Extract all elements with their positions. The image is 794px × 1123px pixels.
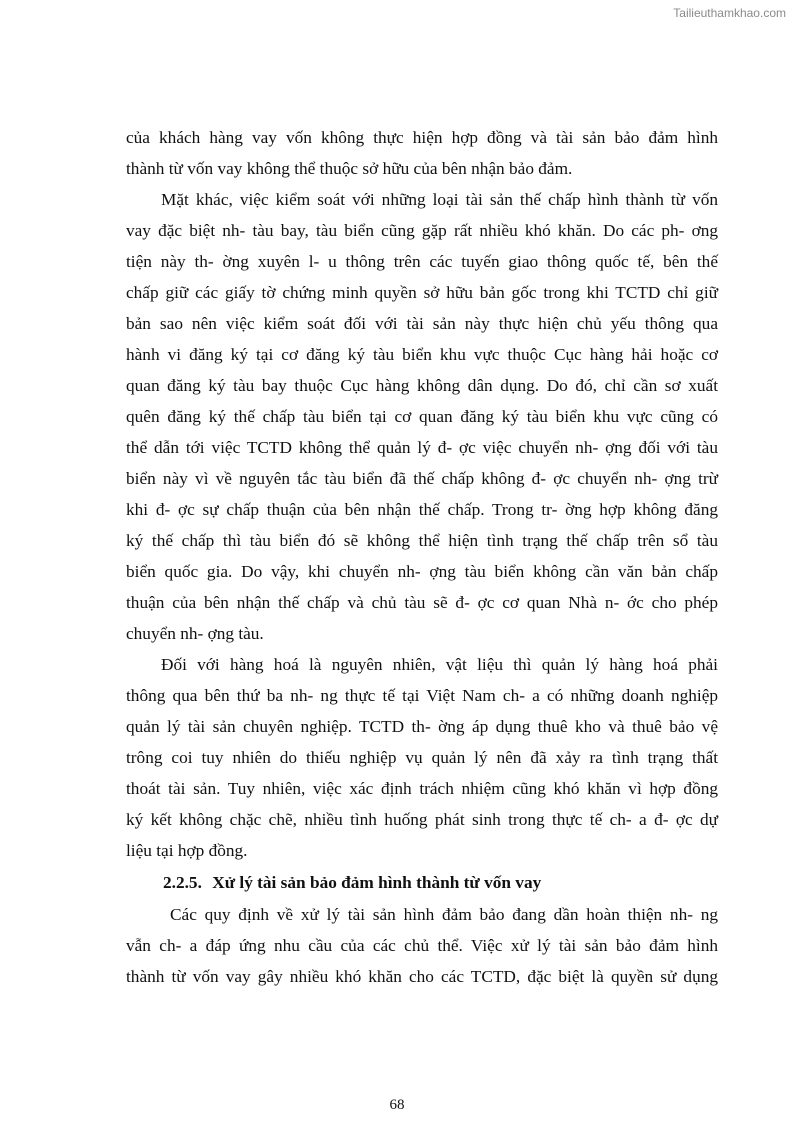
watermark: Tailieuthamkhao.com: [673, 6, 786, 20]
text-line: vay đặc biệt nh- tàu bay, tàu biển cũng gặp rất nhiều khó khăn. Do các ph- ơng: [126, 221, 718, 240]
text-line: quên đăng ký thế chấp tàu biển tại cơ quan đăng ký tàu biển khu vực cũng có: [126, 407, 718, 426]
text-line: bản sao nên việc kiểm soát đối với tài sản này thực hiện chủ yếu thông qua: [126, 314, 718, 333]
paragraph-3: [126, 651, 718, 868]
section-number: 2.2.5.: [163, 873, 202, 892]
document-body: [126, 124, 718, 994]
text-line: tiện này th- ờng xuyên l- u thông trên các tuyến giao thông quốc tế, bên thế: [126, 252, 718, 271]
paragraph-4: [126, 901, 718, 994]
section-heading: [126, 868, 718, 901]
text-line: liệu tại hợp đồng.: [126, 841, 248, 860]
text-line: chấp giữ các giấy tờ chứng minh quyền sở hữu bản gốc trong khi TCTD chỉ giữ: [126, 283, 718, 302]
page-number: 68: [389, 1097, 405, 1113]
text-line: Các quy định về xử lý tài sản hình đảm bảo đang dần hoàn thiện nh- ng: [170, 905, 718, 924]
text-line: quan đăng ký tàu bay thuộc Cục hàng không dân dụng. Do đó, chỉ cần sơ xuất: [126, 376, 718, 395]
text-line: thể dẫn tới việc TCTD không thể quản lý đ- ợc việc chuyển nh- ợng đối với tàu: [126, 438, 718, 457]
text-line: Mặt khác, việc kiểm soát với những loại tài sản thế chấp hình thành từ vốn: [161, 190, 718, 209]
text-line: chuyển nh- ợng tàu.: [126, 624, 264, 643]
text-line: hành vi đăng ký tại cơ đăng ký tàu biển khu vực thuộc Cục hàng hải hoặc cơ: [126, 345, 718, 364]
section-title: Xử lý tài sản bảo đảm hình thành từ vốn vay: [212, 873, 542, 892]
paragraph-1: [126, 124, 718, 186]
text-line: vẫn ch- a đáp ứng nhu cầu của các chủ thể. Việc xử lý tài sản bảo đảm hình: [126, 936, 718, 955]
text-line: biển này vì về nguyên tắc tàu biển đã thế chấp không đ- ợc chuyển nh- ợng trừ: [126, 469, 718, 488]
text-line: của khách hàng vay vốn không thực hiện hợp đồng và tài sản bảo đảm hình: [126, 128, 718, 147]
text-line: quản lý tài sản chuyên nghiệp. TCTD th- ờng áp dụng thuê kho và thuê bảo vệ: [126, 717, 718, 736]
text-line: trông coi tuy nhiên do thiếu nghiệp vụ quản lý nên đã xảy ra tình trạng thất: [126, 748, 718, 767]
text-line: thoát tài sản. Tuy nhiên, việc xác định trách nhiệm cũng khó khăn vì hợp đồng: [126, 779, 718, 798]
text-line: thông qua bên thứ ba nh- ng thực tế tại Việt Nam ch- a có những doanh nghiệp: [126, 686, 718, 705]
text-line: khi đ- ợc sự chấp thuận của bên nhận thế chấp. Trong tr- ờng hợp không đăng: [126, 500, 718, 519]
text-line: Đối với hàng hoá là nguyên nhiên, vật liệu thì quản lý hàng hoá phải: [161, 655, 718, 674]
text-line: ký kết không chặc chẽ, nhiều tình huống phát sinh trong thực tế ch- a đ- ợc dự: [126, 810, 718, 829]
paragraph-2: [126, 186, 718, 651]
text-line: ký thế chấp thì tàu biển đó sẽ không thể hiện tình trạng thế chấp trên sổ tàu: [126, 531, 718, 550]
text-line: thuận của bên nhận thế chấp và chủ tàu sẽ đ- ợc cơ quan Nhà n- ớc cho phép: [126, 593, 718, 612]
text-line: thành từ vốn vay không thể thuộc sở hữu của bên nhận bảo đảm.: [126, 159, 573, 178]
text-line: biển quốc gia. Do vậy, khi chuyển nh- ợng tàu biển không cần văn bản chấp: [126, 562, 718, 581]
text-line: thành từ vốn vay gây nhiều khó khăn cho các TCTD, đặc biệt là quyền sử dụng: [126, 967, 718, 986]
